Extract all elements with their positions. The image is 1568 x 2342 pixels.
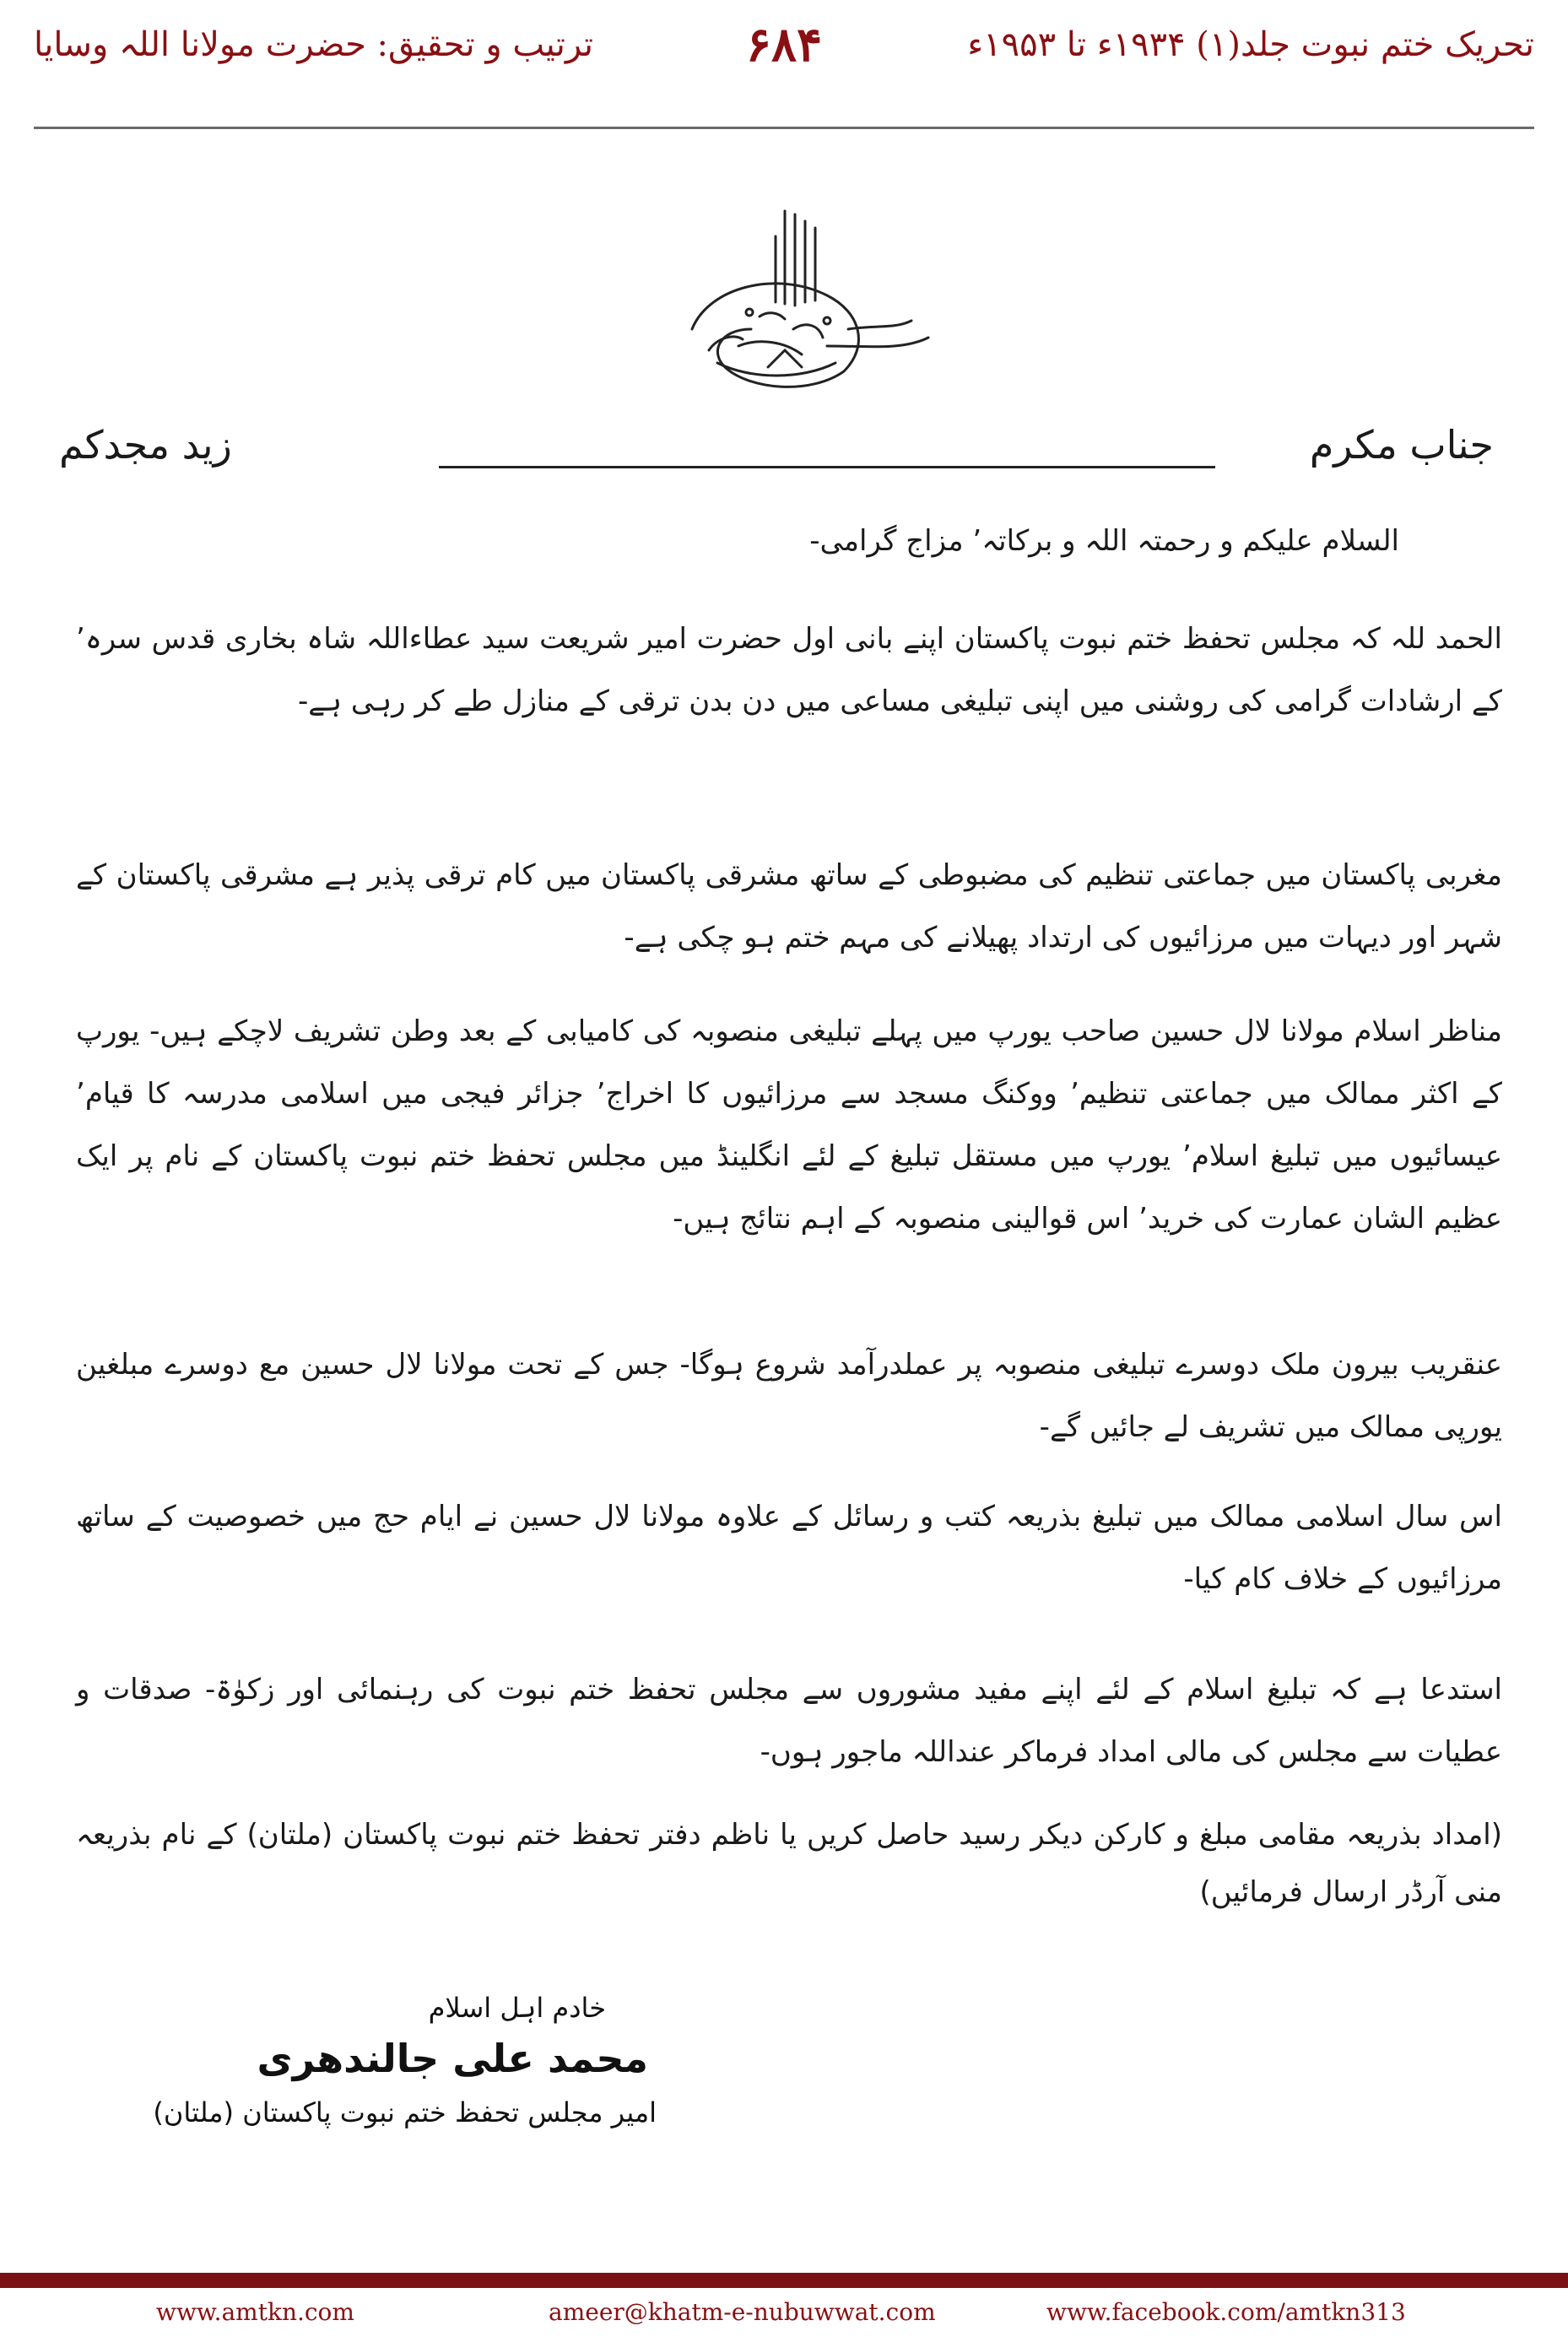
signature-servant-line: خادم اہل اسلام — [428, 1992, 606, 2024]
signature-block — [153, 1992, 657, 2128]
greeting-line — [59, 422, 1494, 489]
book-title: تحریک ختم نبوت جلد(۱) ۱۹۳۴ء تا ۱۹۵۳ء — [967, 25, 1534, 64]
addressee-blank-line — [439, 466, 1215, 468]
paragraph-2: مغربی پاکستان میں جماعتی تنظیم کی مضبوطی کے ساتھ مشرقی پاکستان میں کام ترقی پذیر ہے مشرقی پاکستان کے شہر اور دیہات میں مرزائیوں کی ارتداد پھیلانے کی مہم ختم ہو چکی ہے- — [76, 858, 1502, 955]
footer-bar — [0, 2273, 1568, 2288]
paragraph-4: عنقریب بیرون ملک دوسرے تبلیغی منصوبہ پر عملدرآمد شروع ہوگا- جس کے تحت مولانا لال حسین مع دوسرے مبلغین یورپی ممالک میں تشریف لے جائیں گے- — [76, 1348, 1502, 1444]
paragraph-5: اس سال اسلامی ممالک میں تبلیغ بذریعہ کتب و رسائل کے علاوہ مولانا لال حسین نے ایام حج میں خصوصیت کے ساتھ مرزائیوں کے خلاف کام کیا- — [76, 1500, 1502, 1596]
paragraph-7-note: (امداد بذریعہ مقامی مبلغ و کارکن دیکر رسید حاصل کریں یا ناظم دفتر تحفظ ختم نبوت پاکستان (ملتان) کے نام بذریعہ منی آرڈر ارسال فرمائیں) — [76, 1818, 1502, 1909]
compiler-credit: ترتیب و تحقیق: حضرت مولانا اللہ وسایا — [34, 25, 594, 64]
salutation: السلام علیکم و رحمتہ اللہ و برکاتہ٬ مزاج گرامی- — [809, 524, 1399, 558]
signature-title: امیر مجلس تحفظ ختم نبوت پاکستان (ملتان) — [153, 2096, 657, 2128]
footer-facebook-link[interactable]: www.facebook.com/amtkn313 — [1046, 2298, 1406, 2326]
paragraph-6: استدعا ہے کہ تبلیغ اسلام کے لئے اپنے مفید مشوروں سے مجلس تحفظ ختم نبوت کی رہنمائی اور زکوٰۃ- صدقات و عطیات سے مجلس کی مالی امداد فرماکر عنداللہ ماجور ہوں- — [76, 1673, 1502, 1769]
greeting-honorific: زید مجدکم — [59, 422, 232, 468]
paragraph-3: مناظر اسلام مولانا لال حسین صاحب یورپ میں پہلے تبلیغی منصوبہ کی کامیابی کے بعد وطن تشریف لاچکے ہیں- یورپ کے اکثر ممالک میں جماعتی تنظیم٬ ووکنگ مسجد سے مرزائیوں کا اخراج٬ جزائر فیجی میں اسلامی مدرسہ کا قیام٬ عیسائیوں میں تبلیغ اسلام٬ یورپ میں مستقل تبلیغ کے لئے انگلینڈ میں مجلس تحفظ ختم نبوت پاکستان کے نام پر ایک عظیم الشان عمارت کی خرید٬ اس قوالینی منصوبہ کے اہم نتائج ہیں- — [76, 1014, 1502, 1236]
header-divider — [34, 127, 1534, 129]
paragraph-1: الحمد للہ کہ مجلس تحفظ ختم نبوت پاکستان اپنے بانی اول حضرت امیر شریعت سید عطاءاللہ شاہ بخاری قدس سرہ٬ کے ارشادات گرامی کی روشنی میں اپنی تبلیغی مساعی میں دن بدن ترقی کے منازل طے کر رہی ہے- — [76, 622, 1502, 718]
footer-website-link[interactable]: www.amtkn.com — [156, 2298, 354, 2326]
greeting-addressee: جناب مکرم — [1309, 422, 1494, 468]
signature-name: محمد علی جالندھری — [257, 2036, 648, 2081]
page-number: ۶۸۴ — [745, 17, 823, 73]
page-header — [0, 0, 1568, 127]
footer-email-link[interactable]: ameer@khatm-e-nubuwwat.com — [549, 2298, 936, 2326]
bismillah-calligraphy-seal-icon — [658, 203, 937, 397]
